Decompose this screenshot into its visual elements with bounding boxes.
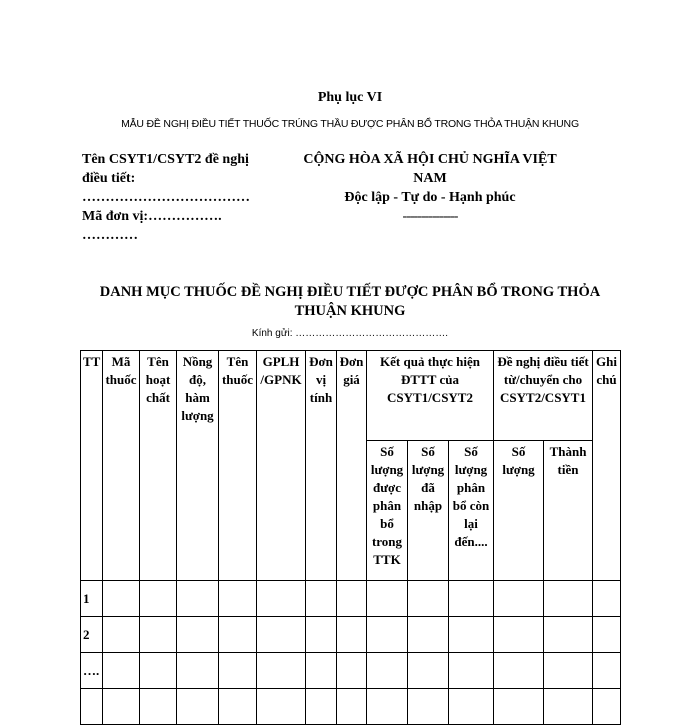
table-cell: [219, 581, 257, 617]
header-nong-do: Nồng độ, hàm lượng: [177, 351, 219, 581]
table-cell: [177, 653, 219, 689]
table-cell: [367, 689, 408, 725]
table-cell: [257, 581, 306, 617]
table-row: [81, 581, 621, 617]
header-gplh: GPLH /GPNK: [257, 351, 306, 581]
table-cell: [494, 653, 544, 689]
table-cell: [544, 653, 593, 689]
table-cell: [449, 581, 494, 617]
table-cell: [177, 689, 219, 725]
table-cell: [140, 581, 177, 617]
country-name-cont: NAM: [413, 171, 447, 186]
table-cell: [103, 689, 140, 725]
country-name: CỘNG HÒA XÃ HỘI CHỦ NGHĨA VIỆT: [303, 152, 557, 167]
table-cell: [219, 689, 257, 725]
row-number: 1: [81, 581, 103, 617]
row-number: [81, 689, 103, 725]
table-cell: [593, 689, 621, 725]
table-cell: [367, 581, 408, 617]
table-cell: [306, 689, 337, 725]
table-cell: [103, 653, 140, 689]
table-cell: [257, 689, 306, 725]
table-cell: [337, 689, 367, 725]
subheader-thanh-tien: Thành tiền: [544, 441, 593, 581]
table-cell: [494, 617, 544, 653]
subheader-so-luong-con-lai: Số lượng phân bổ còn lại đến....: [449, 441, 494, 581]
row-number: 2: [81, 617, 103, 653]
table-cell: [593, 653, 621, 689]
table-cell: [494, 581, 544, 617]
table-cell: [219, 653, 257, 689]
header-ten-hoat-chat: Tên hoạt chất: [140, 351, 177, 581]
header-don-gia: Đơn giá: [337, 351, 367, 581]
list-title: DANH MỤC THUỐC ĐỀ NGHỊ ĐIỀU TIẾT ĐƯỢC PHÂN BỔ TRONG THỎA THUẬN KHUNG: [99, 284, 601, 319]
table-row: [81, 689, 621, 725]
table-cell: [306, 617, 337, 653]
table-cell: [408, 617, 449, 653]
table-cell: [337, 653, 367, 689]
unit-name-label-cont: điều tiết:: [82, 171, 136, 186]
national-motto-block: [280, 150, 580, 226]
table-cell: [367, 653, 408, 689]
header-don-vi-tinh: Đơn vị tính: [306, 351, 337, 581]
table-cell: [544, 617, 593, 653]
unit-code-blank: …………: [82, 228, 138, 243]
subheader-so-luong-phan-bo: Số lượng được phân bổ trong TTK: [367, 441, 408, 581]
table-cell: [593, 581, 621, 617]
table-cell: [337, 581, 367, 617]
table-cell: [103, 617, 140, 653]
table-cell: [257, 653, 306, 689]
header-ghi-chu: Ghi chú: [593, 351, 621, 581]
header-de-nghi: Đề nghị điều tiết từ/chuyển cho CSYT2/CSYT1: [494, 351, 593, 441]
header-tt: TT: [81, 351, 103, 581]
table-cell: [544, 581, 593, 617]
table-cell: [177, 617, 219, 653]
table-cell: [140, 617, 177, 653]
table-cell: [306, 581, 337, 617]
table-row: [81, 617, 621, 653]
header-ket-qua: Kết quả thực hiện ĐTTT của CSYT1/CSYT2: [367, 351, 494, 441]
appendix-title: Phụ lục VI: [317, 90, 383, 105]
table-cell: [103, 581, 140, 617]
motto-divider: ---------------: [402, 209, 458, 224]
table-cell: [449, 653, 494, 689]
table-cell: [494, 689, 544, 725]
table-cell: [408, 689, 449, 725]
unit-name-label: Tên CSYT1/CSYT2 đề nghị: [82, 152, 249, 167]
table-cell: [306, 653, 337, 689]
unit-name-blank: ………………………………: [82, 190, 250, 205]
table-row: [81, 653, 621, 689]
table-cell: [593, 617, 621, 653]
national-motto: Độc lập - Tự do - Hạnh phúc: [344, 190, 516, 205]
subheader-so-luong-da-nhap: Số lượng đã nhập: [408, 441, 449, 581]
header-ma-thuoc: Mã thuốc: [103, 351, 140, 581]
table-cell: [140, 653, 177, 689]
row-number: ….: [81, 653, 103, 689]
table-cell: [408, 581, 449, 617]
table-cell: [177, 581, 219, 617]
table-cell: [449, 689, 494, 725]
drug-request-table: [80, 350, 621, 725]
form-subtitle: MẪU ĐỀ NGHỊ ĐIỀU TIẾT THUỐC TRÚNG THẦU ĐƯỢC PHÂN BỔ TRONG THỎA THUẬN KHUNG: [121, 118, 579, 130]
subheader-so-luong: Số lượng: [494, 441, 544, 581]
table-cell: [140, 689, 177, 725]
requesting-unit-block: [82, 150, 272, 245]
table-cell: [367, 617, 408, 653]
unit-code-label: Mã đơn vị:…………….: [82, 209, 222, 224]
table-cell: [408, 653, 449, 689]
table-cell: [219, 617, 257, 653]
header-ten-thuoc: Tên thuốc: [219, 351, 257, 581]
table-cell: [544, 689, 593, 725]
recipient-line: Kính gửi: ……………………………………….: [251, 328, 449, 339]
table-cell: [449, 617, 494, 653]
table-cell: [337, 617, 367, 653]
table-cell: [257, 617, 306, 653]
